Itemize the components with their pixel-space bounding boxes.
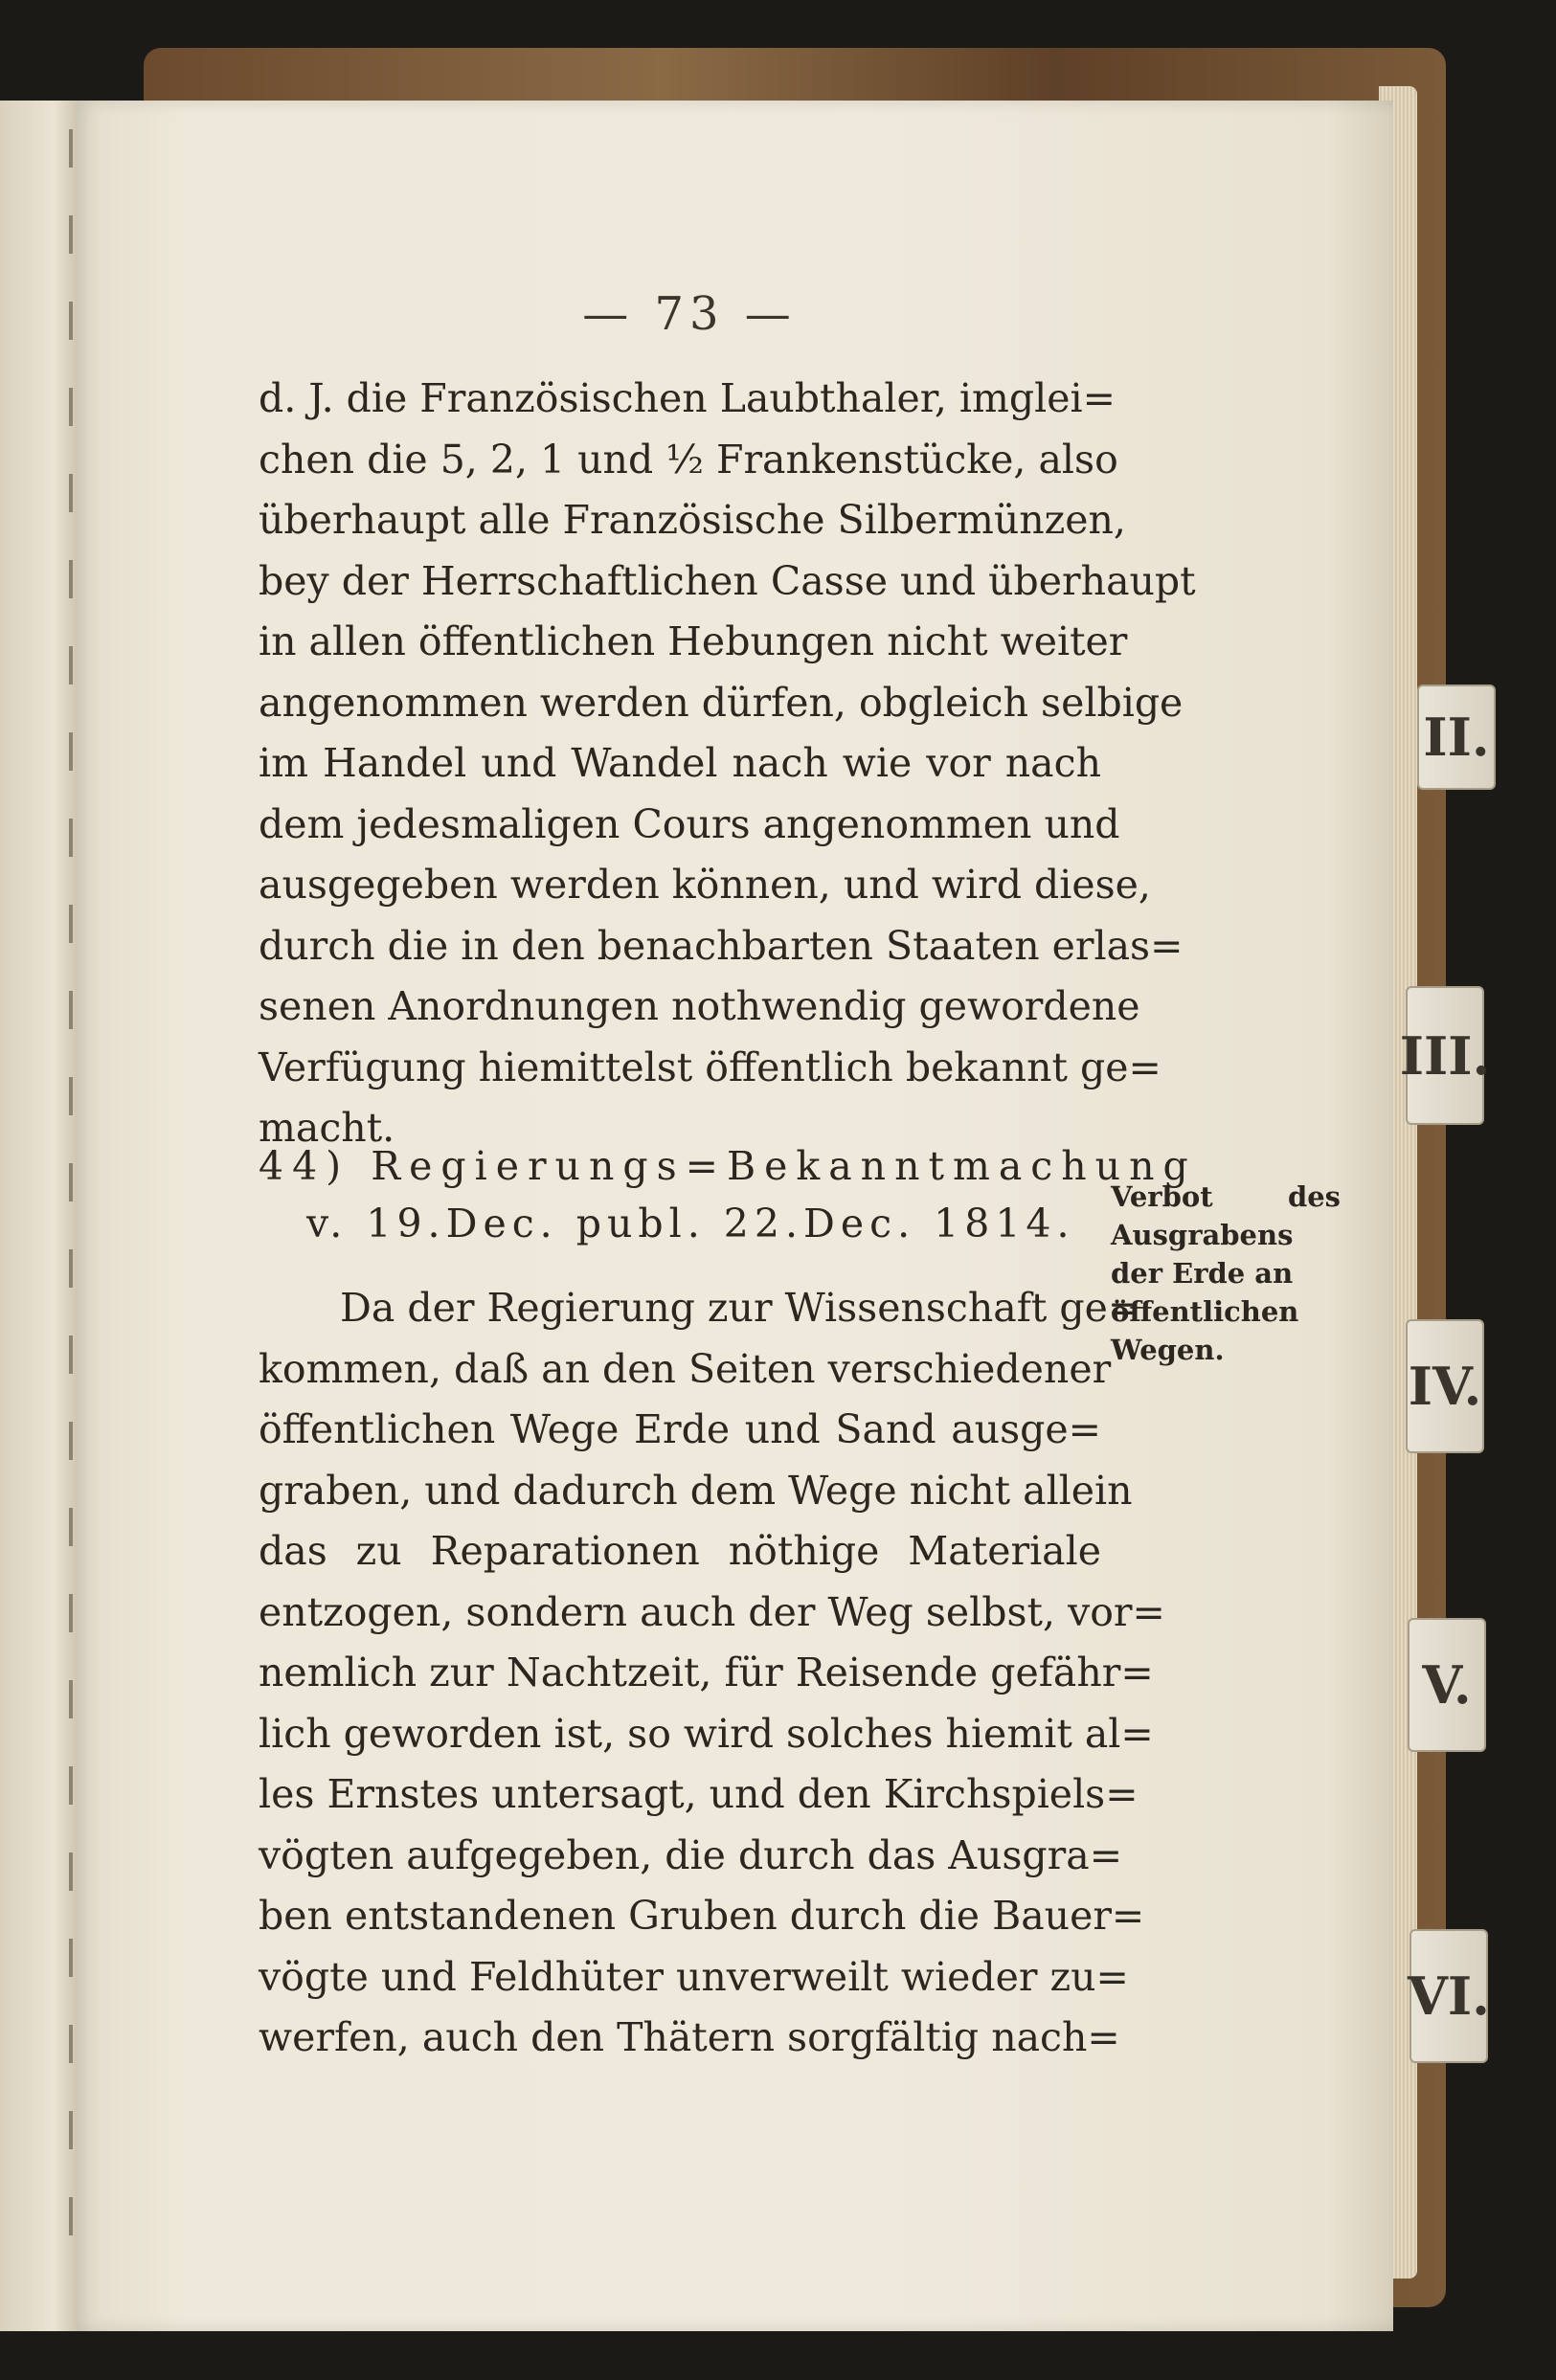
text-line: ben entstandenen Gruben durch die Bauer= bbox=[259, 1893, 1145, 1939]
text-line: im Handel und Wandel nach wie vor nach bbox=[259, 740, 1101, 786]
index-tab-4[interactable]: IV. bbox=[1406, 1319, 1484, 1453]
margin-note-line: Ausgrabens bbox=[1111, 1219, 1294, 1251]
text-line: entzogen, sondern auch der Weg selbst, vor= bbox=[259, 1588, 1165, 1635]
section-title: 44) Regierungs=Bekanntmachung bbox=[259, 1143, 1197, 1189]
text-line: nemlich zur Nachtzeit, für Reisende gefähr= bbox=[259, 1650, 1154, 1695]
margin-note-line: Wegen. bbox=[1111, 1334, 1225, 1366]
text-line: dem jedesmaligen Cours angenommen und bbox=[259, 800, 1120, 847]
text-line: ausgegeben werden können, und wird diese, bbox=[259, 862, 1151, 908]
section-date: v. 19.Dec. publ. 22.Dec. 1814. bbox=[306, 1201, 1075, 1246]
text-line: in allen öffentlichen Hebungen nicht weiter bbox=[259, 618, 1128, 664]
text-line: das zu Reparationen nöthige Materiale bbox=[259, 1528, 1101, 1574]
margin-note-line: der Erde an bbox=[1111, 1257, 1294, 1290]
paragraph-2 bbox=[259, 1278, 1165, 2069]
text-line: graben, und dadurch dem Wege nicht allein bbox=[259, 1467, 1133, 1514]
binding-thread bbox=[69, 129, 73, 2235]
paragraph-1 bbox=[259, 369, 1196, 1159]
index-tab-2[interactable]: II. bbox=[1417, 685, 1496, 790]
text-line: bey der Herrschaftlichen Casse und überhaupt bbox=[259, 557, 1196, 604]
margin-note-line: öffentlichen bbox=[1111, 1295, 1299, 1328]
text-line: d. J. die Französischen Laubthaler, imglei= bbox=[259, 375, 1116, 421]
text-line: chen die 5, 2, 1 und ½ Frankenstücke, also bbox=[259, 436, 1118, 483]
text-line: les Ernstes untersagt, und den Kirchspiels= bbox=[259, 1771, 1139, 1817]
text-line: angenommen werden dürfen, obgleich selbige bbox=[259, 679, 1184, 726]
index-tab-6[interactable]: VI. bbox=[1409, 1929, 1488, 2063]
text-line: werfen, auch den Thätern sorgfältig nach= bbox=[259, 2014, 1120, 2060]
text-line: vögte und Feldhüter unverweilt wieder zu= bbox=[259, 1953, 1129, 2000]
margin-note bbox=[1111, 1178, 1341, 1369]
text-line: vögten aufgegeben, die durch das Ausgra= bbox=[259, 1831, 1123, 1878]
left-page-edge bbox=[0, 101, 79, 2331]
text-line: öffentlichen Wege Erde und Sand ausge= bbox=[259, 1406, 1101, 1452]
index-tab-5[interactable]: V. bbox=[1408, 1618, 1486, 1752]
text-line: Da der Regierung zur Wissenschaft ge= bbox=[340, 1285, 1141, 1331]
index-tab-3[interactable]: III. bbox=[1406, 986, 1484, 1125]
page-number: — 73 — bbox=[582, 287, 797, 341]
text-line: lich geworden ist, so wird solches hiemit al= bbox=[259, 1710, 1154, 1757]
text-line: kommen, daß an den Seiten verschiedener bbox=[259, 1345, 1112, 1392]
text-line: überhaupt alle Französische Silbermünzen, bbox=[259, 497, 1126, 543]
text-line: macht. bbox=[259, 1105, 395, 1151]
text-line: durch die in den benachbarten Staaten erlas= bbox=[259, 922, 1184, 969]
margin-note-line: Verbot des bbox=[1111, 1180, 1341, 1213]
text-line: Verfügung hiemittelst öffentlich bekannt ge= bbox=[259, 1044, 1161, 1090]
section-heading bbox=[259, 1137, 1197, 1252]
text-line: senen Anordnungen nothwendig gewordene bbox=[259, 983, 1140, 1029]
